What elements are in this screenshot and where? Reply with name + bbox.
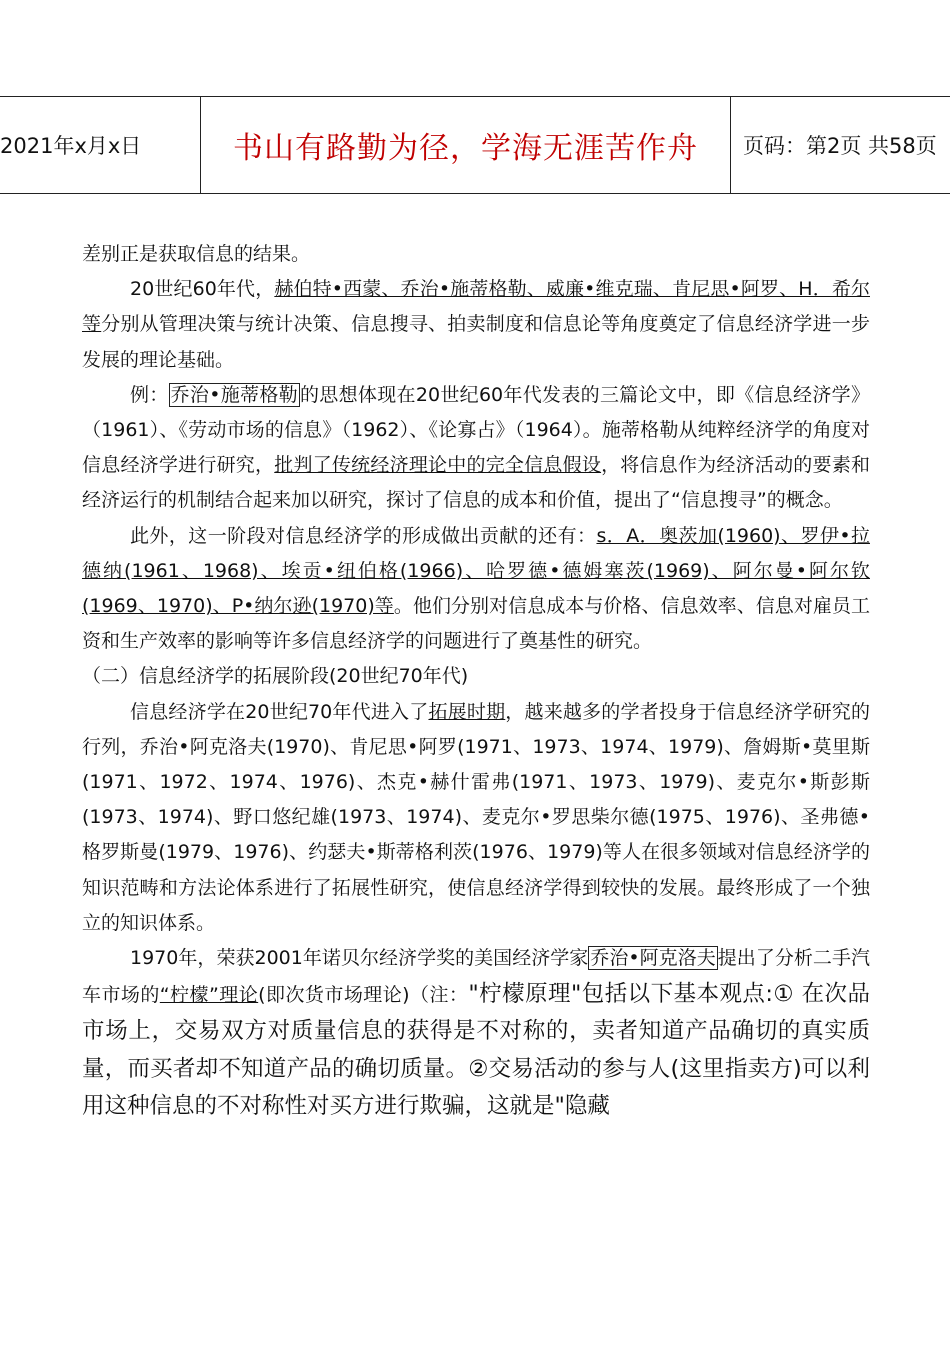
underlined-phrase: 批判了传统经济理论中的完全信息假设 <box>274 454 602 477</box>
text: 1970年，荣获2001年诺贝尔经济学奖的美国经济学家 <box>130 947 589 970</box>
header-page-number: 页码：第2页 共58页 <box>730 97 950 193</box>
underlined-phrase: “柠檬”理论 <box>159 984 259 1007</box>
paragraph-1 <box>82 272 870 378</box>
header-motto: 书山有路勤为径，学海无涯苦作舟 <box>200 97 730 193</box>
text: 。他们分别对信息成本与价格、信息效率、信息对雇员工资和生产效率的影响等许多信息经济学的问题进行了奠基性的研究。 <box>82 595 870 653</box>
paragraph-2 <box>82 378 870 519</box>
document-body <box>82 237 870 1125</box>
text: 20世纪60年代， <box>130 278 275 301</box>
text: ，越来越多的学者投身于信息经济学研究的行列，乔治•阿克洛夫(1970)、肯尼思•阿罗(1971、1973、1974、1979)、詹姆斯•莫里斯(1971、1972、1974、1976)、杰克•赫什雷弗(1971、1973、1979)、麦克尔•斯彭斯(1973、1974)、野口悠纪雄(1973、1974)、麦克尔•罗思柴尔德(1975、1976)、圣弗德•格罗斯曼(1979、1976)、约瑟夫•斯蒂格利茨(1976、1979)等人在很多领域对信息经济学的知识范畴和方法论体系进行了拓展性研究，使信息经济学得到较快的发展。最终形成了一个独立的知识体系。 <box>82 700 870 934</box>
text: (即次货市场理论)（注： <box>258 984 469 1007</box>
large-text: "柠檬原理"包括以下基本观点:① 在次品市场上，交易双方对质量信息的获得是不对称的，卖者知道产品确切的真实质量，而买者却不知道产品的确切质量。②交易活动的参与人(这里指卖方)可以利用这种信息的不对称性对买方进行欺骗，这就是"隐藏 <box>82 981 870 1119</box>
text: ，将信息作为经济活动的要素和经济运行的机制结合起来加以研究，探讨了信息的成本和价值，提出了“信息搜寻”的概念。 <box>82 454 870 512</box>
paragraph-0 <box>82 237 870 272</box>
text: 提出了分析二手汽车市场的 <box>82 947 870 1007</box>
text: 差别正是获取信息的结果。 <box>82 243 311 265</box>
boxed-name: 乔治•阿克洛夫 <box>590 947 716 970</box>
underlined-names: 赫伯特•西蒙、乔治•施蒂格勒、威廉•维克瑞、肯尼思•阿罗、H．希尔等 <box>82 278 870 336</box>
text: 信息经济学在20世纪70年代进入了 <box>130 700 429 723</box>
text: 分别从管理决策与统计决策、信息搜寻、拍卖制度和信息论等角度奠定了信息经济学进一步发展的理论基础。 <box>82 313 870 371</box>
underlined-names: s．A．奥茨加(1960)、罗伊•拉德纳(1961、1968)、埃贡•纽伯格(1966)、哈罗德•德姆塞茨(1969)、阿尔曼•阿尔钦(1969、1970)、P•纳尔逊(1970)等 <box>82 524 870 618</box>
text: 此外，这一阶段对信息经济学的形成做出贡献的还有： <box>130 524 597 547</box>
header-date: 2021年x月x日 <box>0 134 142 158</box>
paragraph-5 <box>82 941 870 1125</box>
section-heading <box>82 659 870 694</box>
paragraph-3 <box>82 519 870 660</box>
text: 的思想体现在20世纪60年代发表的三篇论文中，即《信息经济学》（1961）、《劳动市场的信息》（1962）、《论寡占》（1964）。施蒂格勒从纯粹经济学的角度对信息经济学进行研究， <box>82 383 870 477</box>
text: 例： <box>130 383 169 406</box>
underlined-phrase: 拓展时期 <box>428 700 506 723</box>
paragraph-4 <box>82 695 870 941</box>
boxed-name: 乔治•施蒂格勒 <box>170 383 298 406</box>
heading-text: （二）信息经济学的拓展阶段(20世纪70年代) <box>82 665 469 688</box>
page-header <box>0 96 950 194</box>
